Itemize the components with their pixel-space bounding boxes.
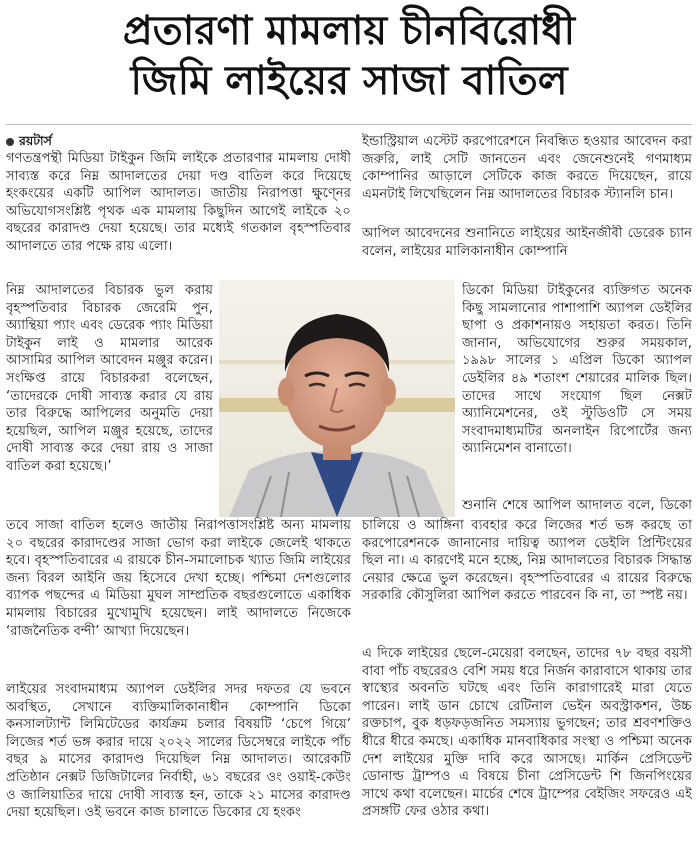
- paragraph-verdict: নিম্ন আদালতের বিচারক ভুল করায় বৃহস্পতিবার বিচারক জেরেমি পুন, অ্যান্থিয়া প্যাং এবং ডেরেক প্যাং মিডিয়া টাইকুন লাই ও মামলার আরেক আসামির আপিল আবেদন মঞ্জুর করেন। সংক্ষিপ্ত রায়ে বিচারকরা বলেছেন, ‘তাদেরকে দোষী সাব্যস্ত করার যে রায় তার বিরুদ্ধে আপিলের অনুমতি দেয়া হয়েছিল, আপিল মঞ্জুর হয়েছে, তাদের দোষী সাব্যস্ত করে দেয়া রায় ও সাজা বাতিল করা হয়েছে।’: [6, 283, 213, 474]
- headline-line-2: জিমি লাইয়ের সাজা বাতিল: [130, 58, 568, 104]
- paragraph-appeal-court-intro: শুনানি শেষে আপিল আদালত বলে, ডিকো: [462, 498, 692, 513]
- portrait-image: [219, 280, 455, 517]
- paragraph-lead: গণতন্ত্রপন্থী মিডিয়া টাইকুন জিমি লাইকে প্রতারণার মামলায় দোষী সাব্যস্ত করে নিম্ন আদালতের দেয়া দণ্ড বাতিল করে দিয়েছে হংকংয়ের একটি আপিল আদালত। জাতীয় নিরাপত্তা ক্ষুণ্নের অভিযোগসংশ্লিষ্ট পৃথক এক মামলায় কিছুদিন আগেই লাইকে ২০ বছরের কারাদণ্ড দেয়া হয়েছে। তার মধ্যেই গতকাল বৃহস্পতিবার আদালতে তার পক্ষে রায় এলো।: [6, 151, 351, 254]
- paragraph-judge-chan: ইন্ডাস্ট্রিয়াল এস্টেট করপোরেশনে নিবন্ধিত হওয়ার আবেদন করা জরুরি, লাই সেটি জানতেন এবং জেনেশুনেই গণমাধ্যম কোম্পানির আড়ালে সেটিকে কাজ করতে দিয়েছেন, রায়ে এমনটাই লিখেছিলেন নিম্ন আদালতের বিচারক স্ট্যানলি চান।: [362, 134, 692, 202]
- dateline: [6, 133, 52, 149]
- bullet-icon: [6, 138, 14, 146]
- jimmy-lai-photo: [219, 280, 455, 517]
- paragraph-security-case: তবে সাজা বাতিল হলেও জাতীয় নিরাপত্তাসংশ্লিষ্ট অন্য মামলায় ২০ বছরের কারাদণ্ডের সাজা ভোগ করা লাইকে জেলেই থাকতে হবে। বৃহস্পতিবারের এ রায়কে চীন-সমালোচক খ্যাত জিমি লাইয়ের জন্য বিরল আইনি জয় হিসেবে দেখা হচ্ছে। পশ্চিমা দেশগুলোর ব্যাপক পছন্দের এ মিডিয়া মুঘল সাম্প্রতিক বছরগুলোতে একাধিক মামলায় বিচারের মুখোমুখি হয়েছেন। লাই আদালতে নিজেকে ‘রাজনৈতিক বন্দী’ আখ্যা দিয়েছেন।: [6, 518, 351, 639]
- headline-divider: [6, 124, 692, 125]
- paragraph-apple-daily-lease: লাইয়ের সংবাদমাধ্যম অ্যাপল ডেইলির সদর দফতর যে ভবনে অবস্থিত, সেখানে ব্যক্তিমালিকানাধীন কোম্পানি ডিকো কনসালট্যান্ট লিমিটেডের কার্যক্রম চলার বিষয়টি ‘চেপে গিয়ে’ লিজের শর্ত ভঙ্গ করার দায়ে ২০২২ সালের ডিসেম্বরে লাইকে পাঁচ বছর ৯ মাসের কারাদণ্ড দিয়েছিল নিম্ন আদালত। আরেকটি প্রতিষ্ঠান নেক্সট ডিজিটালের নির্বাহী, ৬১ বছরের ওং ওয়াই-কেউং ও জালিয়াতির দায়ে দোষী সাব্যস্ত হন, তাকে ২১ মাসের কারাদণ্ড দেয়া হয়েছিল। ওই ভবনে কাজ চালাতে ডিকোর যে হংকং: [6, 682, 351, 821]
- headline-line-1: প্রতারণা মামলায় চীনবিরোধী: [122, 8, 576, 54]
- paragraph-lawyer-intro: আপিল আবেদনের শুনানিতে লাইয়ের আইনজীবী ডেরেক চ্যান বলেন, লাইয়ের মালিকানাধীন কোম্পানি: [362, 226, 692, 259]
- paragraph-dico-details: ডিকো মিডিয়া টাইকুনের ব্যক্তিগত অনেক কিছু সামলানোর পাশাপাশি অ্যাপল ডেইলির ছাপা ও প্রকাশনায়ও সহায়তা করত। তিনি জানান, অভিযোগের শুরুর সময়কাল, ১৯৯৮ সালের ১ এপ্রিল ডিকো অ্যাপল ডেইলির ৪৯ শতাংশ শেয়ারের মালিক ছিল। তাদের সাথে সংযোগ ছিল নেক্সট অ্যানিমেশনের, ওই স্টুডিওটি সে সময় সংবাদমাধ্যমটির অনলাইন রিপোর্টের জন্য অ্যানিমেশন বানাতো।: [462, 283, 692, 457]
- paragraph-health-concerns: এ দিকে লাইয়ের ছেলে-মেয়েরা বলছেন, তাদের ৭৮ বছর বয়সী বাবা পাঁচ বছরেরও বেশি সময় ধরে নির্জন কারাবাসে থাকায় তার স্বাস্থ্যের অবনতি ঘটছে এবং তিনি কারাগারেই মারা যেতে পারেন। লাই ডান চোখে রেটিনাল ভেইন অবস্ট্রাকশন, উচ্চ রক্তচাপ, বুক ধড়ফড়জনিত সমস্যায় ভুগছেন; তার শ্রবণশক্তিও ধীরে ধীরে কমছে। একাধিক মানবাধিকার সংস্থা ও পশ্চিমা অনেক দেশ লাইয়ের মুক্তি দাবি করে আসছে। মার্কিন প্রেসিডেন্ট ডোনাল্ড ট্রাম্পও এ বিষয়ে চীনা প্রেসিডেন্ট শি জিনপিংয়ের সাথে কথা বলেছেন। মার্চের শেষে ট্রাম্পের বেইজিং সফরেও এই প্রসঙ্গটি ফের ওঠার কথা।: [362, 646, 692, 820]
- paragraph-appeal-court-ruling: চালিয়ে ও আঙ্গিনা ব্যবহার করে লিজের শর্ত ভঙ্গ করছে তা করপোরেশনকে জানানোর দায়িত্ব অ্যাপল ডেইলি প্রিন্টিংয়ের ছিল না। এ কারণেই মনে হচ্ছে, নিম্ন আদালতের বিচারক সিদ্ধান্ত নেয়ার ক্ষেত্রে ভুল করেছেন। বৃহস্পতিবারের এ রায়ের বিরুদ্ধে সরকারি কৌসুলিরা আপিল করতে পারবেন কি না, তা স্পষ্ট নয়।: [362, 518, 692, 604]
- headline: [0, 6, 698, 106]
- source-label: রয়টার্স: [19, 133, 52, 148]
